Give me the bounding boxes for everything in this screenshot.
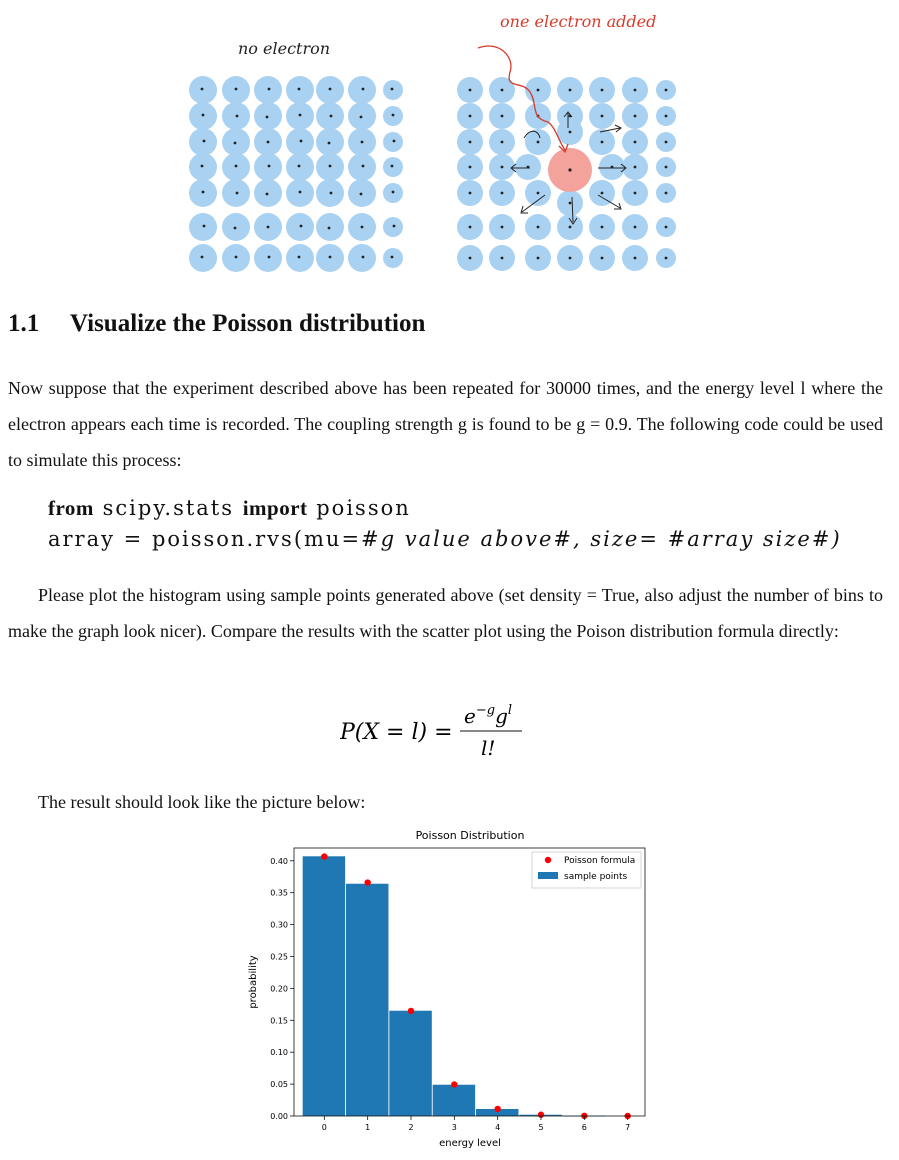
atom-core <box>665 226 668 229</box>
section-title: Visualize the Poisson distribution <box>70 310 426 337</box>
atom-core <box>501 166 504 169</box>
formula-point <box>408 1008 414 1014</box>
atom-core <box>300 140 303 143</box>
x-tick-label: 4 <box>495 1123 501 1132</box>
atom-core <box>234 142 237 145</box>
atom <box>348 179 376 207</box>
y-tick-label: 0.30 <box>270 920 288 930</box>
atom <box>286 76 314 104</box>
atom <box>254 153 282 181</box>
code-arg-g: #g value above#, <box>361 527 582 551</box>
atom <box>316 213 344 241</box>
poisson-chart <box>230 822 660 1152</box>
electron-path-arrow <box>478 46 565 150</box>
atom-core <box>329 88 332 91</box>
atom-core <box>469 115 472 118</box>
atom-core <box>501 115 504 118</box>
label-no-electron: no electron <box>238 39 331 58</box>
atom-core <box>501 192 504 195</box>
atom <box>189 128 217 156</box>
formula-point <box>451 1081 457 1087</box>
atom-core <box>393 225 396 228</box>
atom-core <box>601 257 604 260</box>
atom <box>383 132 403 152</box>
atom-core <box>298 88 301 91</box>
code-module: scipy.stats <box>102 496 235 520</box>
atom <box>189 76 217 104</box>
atom-core <box>299 114 302 117</box>
atom-core <box>537 89 540 92</box>
x-tick-label: 6 <box>581 1123 587 1132</box>
atom-core <box>268 256 271 259</box>
atom-core <box>393 140 396 143</box>
atom-core <box>201 256 204 259</box>
atom <box>189 213 217 241</box>
atom <box>316 128 344 156</box>
atom-core <box>267 226 270 229</box>
atom-core <box>392 114 395 117</box>
atom-core <box>268 165 271 168</box>
atom-core <box>569 202 572 205</box>
x-tick-label: 3 <box>451 1123 457 1132</box>
atom-core <box>202 114 205 117</box>
y-tick-label: 0.05 <box>270 1080 288 1090</box>
atom <box>254 102 282 130</box>
atom-core <box>391 256 394 259</box>
atom-core <box>665 89 668 92</box>
atom-core <box>235 165 238 168</box>
formula-point <box>494 1106 500 1112</box>
atom-core <box>569 89 572 92</box>
atom <box>383 248 403 268</box>
atom-core <box>328 142 331 145</box>
atom-core <box>665 115 668 118</box>
atom-core <box>203 225 206 228</box>
atom-core <box>298 256 301 259</box>
paragraph-result: The result should look like the picture below: <box>38 792 366 812</box>
atom-core <box>634 226 637 229</box>
atom <box>383 80 403 100</box>
y-tick-label: 0.25 <box>270 952 288 962</box>
atom <box>348 102 376 130</box>
atom <box>222 128 250 156</box>
atom-core <box>267 141 270 144</box>
added-electron-dot <box>568 168 571 171</box>
atom-core <box>266 193 269 196</box>
atom-core <box>299 191 302 194</box>
x-tick-label: 5 <box>538 1123 544 1132</box>
atom-core <box>634 257 637 260</box>
atom <box>286 153 314 181</box>
legend-marker-formula <box>545 857 551 863</box>
atom-core <box>300 225 303 228</box>
atom-core <box>328 227 331 230</box>
atom <box>348 76 376 104</box>
atom-core <box>203 140 206 143</box>
atom-core <box>469 226 472 229</box>
atom-core <box>501 226 504 229</box>
atom <box>383 217 403 237</box>
atom-core <box>469 257 472 260</box>
atom <box>348 153 376 181</box>
atom <box>286 128 314 156</box>
formula-point <box>321 853 327 859</box>
atom <box>254 244 282 272</box>
formula-point <box>364 879 370 885</box>
atom-core <box>601 141 604 144</box>
y-tick-label: 0.35 <box>270 888 288 898</box>
atom-core <box>537 257 540 260</box>
code-lhs: array <box>48 527 115 551</box>
atom-core <box>569 226 572 229</box>
atom-core <box>362 256 365 259</box>
atom-core <box>537 192 540 195</box>
atom-core <box>601 115 604 118</box>
atom-core <box>201 88 204 91</box>
atom-core <box>665 141 668 144</box>
histogram-bar <box>303 856 345 1116</box>
atom-core <box>501 257 504 260</box>
atom-core <box>665 257 668 260</box>
atom-core <box>665 166 668 169</box>
legend-marker-sample <box>538 872 558 879</box>
histogram-bar <box>389 1011 431 1116</box>
x-tick-label: 1 <box>365 1123 371 1132</box>
atom-core <box>201 165 204 168</box>
atom <box>222 213 250 241</box>
code-line-import <box>48 496 411 521</box>
atom-core <box>361 141 364 144</box>
atom-core <box>391 165 394 168</box>
atom-core <box>469 89 472 92</box>
y-tick-label: 0.10 <box>270 1048 288 1058</box>
legend-label-formula: Poisson formula <box>564 856 636 866</box>
atom-core <box>202 191 205 194</box>
atom-core <box>362 88 365 91</box>
atom-core <box>330 192 333 195</box>
paragraph-intro: Now suppose that the experiment described above has been repeated for 30000 times, and the energy level l where the electron appears each time is recorded. The coupling strength g is found to be g = 0.9. The following code could be used to simulate this process: <box>8 378 883 470</box>
code-arg-size: size= #array size#) <box>590 527 842 551</box>
atom-core <box>469 141 472 144</box>
formula-denominator: l! <box>481 736 496 760</box>
atom-core <box>329 165 332 168</box>
atom-core <box>362 165 365 168</box>
atom-core <box>601 89 604 92</box>
atom-core <box>469 166 472 169</box>
label-one-electron-added: one electron added <box>500 12 657 31</box>
code-keyword-from: from <box>48 496 94 520</box>
x-tick-label: 7 <box>625 1123 631 1132</box>
code-line-call: array = poisson.rvs(mu=#g value above#, size= #array size#) <box>48 527 842 551</box>
atom <box>286 244 314 272</box>
atom-core <box>569 131 572 134</box>
atom-core <box>634 141 637 144</box>
atom-core <box>236 192 239 195</box>
atom-core <box>634 89 637 92</box>
section-heading <box>8 310 425 338</box>
atom-core <box>235 256 238 259</box>
atom-core <box>268 88 271 91</box>
formula-numerator: $e^{-g}g^l$ <box>464 703 513 728</box>
y-tick-label: 0.15 <box>270 1016 288 1026</box>
atom-core <box>361 226 364 229</box>
lattice-no-electron <box>189 76 403 272</box>
atom-core <box>298 165 301 168</box>
atom-core <box>329 256 332 259</box>
atom-core <box>665 192 668 195</box>
x-tick-label: 0 <box>321 1123 327 1132</box>
atom-core <box>360 116 363 119</box>
formula-lhs: P(X = l) = <box>340 720 453 745</box>
atom-core <box>236 115 239 118</box>
poisson-formula <box>340 697 540 767</box>
code-call: poisson.rvs(mu= <box>151 527 362 551</box>
atom-core <box>235 88 238 91</box>
histogram-bar <box>346 884 388 1116</box>
section-number: 1.1 <box>8 310 40 337</box>
atom-core <box>392 191 395 194</box>
y-tick-label: 0.40 <box>270 856 288 866</box>
atom <box>348 244 376 272</box>
atom <box>189 244 217 272</box>
atom-core <box>569 257 572 260</box>
chart-title: Poisson Distribution <box>415 829 525 842</box>
y-tick-label: 0.00 <box>270 1112 288 1121</box>
paragraph-instructions: Please plot the histogram using sample points generated above (set density = True, also adjust the number of bins to make the graph look nicer). Compare the results with the scatter plot using the Poison distribution formula directly: <box>8 585 883 641</box>
atom-core <box>634 192 637 195</box>
atom-core <box>501 89 504 92</box>
code-keyword-import: import <box>242 496 308 520</box>
atom-core <box>537 226 540 229</box>
atom-core <box>634 166 637 169</box>
atom-core <box>501 141 504 144</box>
atom <box>383 157 403 177</box>
atom <box>189 153 217 181</box>
atom-core <box>266 116 269 119</box>
legend-label-sample: sample points <box>564 872 628 882</box>
x-tick-label: 2 <box>408 1123 414 1132</box>
atom-core <box>391 88 394 91</box>
x-axis-label: energy level <box>439 1138 501 1149</box>
atom <box>254 76 282 104</box>
atom-core <box>601 192 604 195</box>
atom-core <box>234 227 237 230</box>
legend <box>532 852 641 888</box>
atom-core <box>360 193 363 196</box>
code-name: poisson <box>316 496 411 520</box>
lattice-figure <box>0 0 899 290</box>
atom <box>286 213 314 241</box>
histogram-bar <box>433 1085 475 1116</box>
atom-core <box>601 226 604 229</box>
atom-core <box>330 115 333 118</box>
y-tick-label: 0.20 <box>270 984 288 994</box>
atom-core <box>634 115 637 118</box>
atom-core <box>537 141 540 144</box>
atom <box>254 179 282 207</box>
y-axis-label: probability <box>248 955 259 1009</box>
atom-core <box>469 192 472 195</box>
